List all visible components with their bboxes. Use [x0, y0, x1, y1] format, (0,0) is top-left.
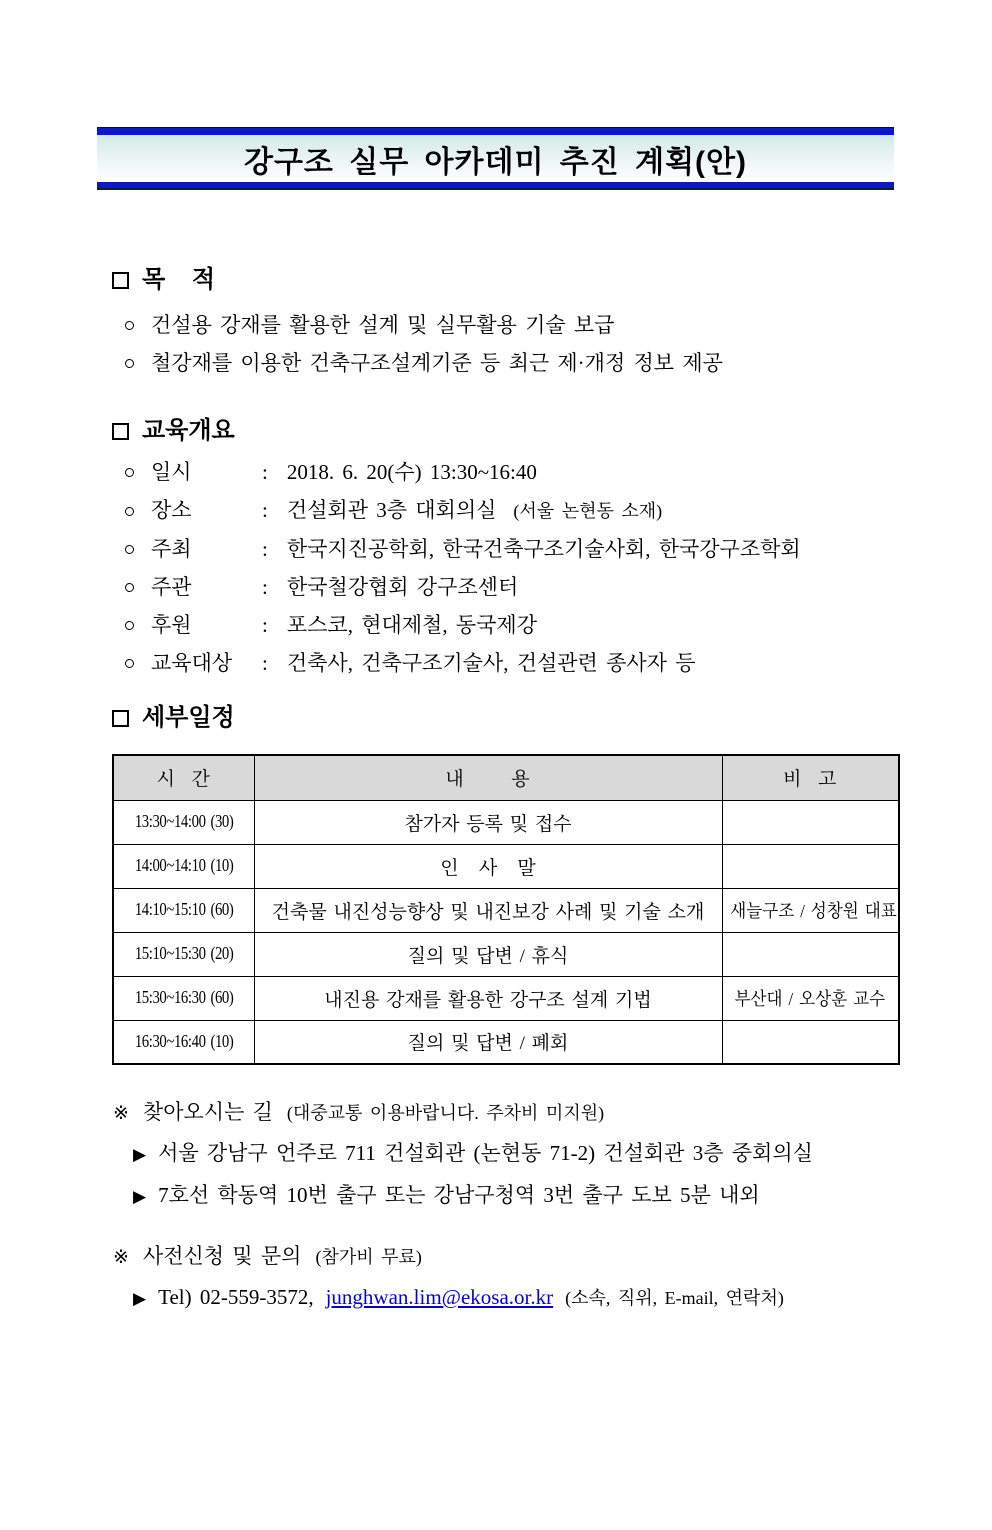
square-bullet-icon — [112, 272, 129, 289]
table-row — [113, 976, 899, 1020]
overview-item-label: 장소 — [151, 498, 192, 522]
triangle-bullet-icon: ▶ — [133, 1289, 147, 1309]
email-note: (소속, 직위, E-mail, 연락처) — [565, 1288, 784, 1308]
list-item — [125, 350, 992, 377]
directions-item-text: 서울 강남구 언주로 711 건설회관 (논현동 71-2) 건설회관 3층 중회의실 — [158, 1141, 813, 1165]
cell-time: 15:10~15:30 (20) — [113, 932, 254, 976]
schedule-heading — [112, 704, 992, 732]
cell-time: 14:10~15:10 (60) — [113, 888, 254, 932]
table-header-row — [113, 755, 899, 800]
column-header-content: 내 용 — [254, 755, 722, 800]
list-item — [125, 650, 992, 677]
cell-note — [722, 932, 899, 976]
banner-top-bar — [97, 127, 894, 135]
table-row — [113, 888, 899, 932]
email-link[interactable]: junghwan.lim@ekosa.or.kr — [325, 1285, 554, 1309]
schedule-heading-label: 세부일정 — [142, 704, 235, 731]
cell-time: 14:00~14:10 (10) — [113, 844, 254, 888]
list-item — [125, 612, 992, 639]
cell-content: 내진용 강재를 활용한 강구조 설계 기법 — [254, 976, 722, 1020]
purpose-item-text: 건설용 강재를 활용한 설계 및 실무활용 기술 보급 — [151, 313, 615, 337]
overview-item-label: 후원 — [151, 613, 192, 637]
banner-body — [97, 135, 894, 182]
circle-bullet-icon — [125, 321, 134, 330]
list-item — [125, 312, 992, 339]
purpose-heading — [112, 266, 992, 294]
purpose-item-text: 철강재를 이용한 건축구조설계기준 등 최근 제·개정 정보 제공 — [151, 351, 723, 375]
column-header-note: 비 고 — [722, 755, 899, 800]
cell-content: 참가자 등록 및 접수 — [254, 800, 722, 844]
overview-item-value: 포스코, 현대제철, 동국제강 — [286, 613, 537, 637]
circle-bullet-icon — [125, 583, 134, 592]
cell-note: 부산대 / 오상훈 교수 — [722, 976, 899, 1020]
overview-heading — [112, 417, 992, 445]
overview-item-note: (서울 논현동 소재) — [513, 501, 663, 521]
contact-line — [133, 1284, 992, 1313]
overview-item-label: 주최 — [151, 537, 192, 561]
application-heading — [113, 1243, 992, 1271]
list-item — [125, 497, 992, 525]
document-page — [0, 127, 992, 1530]
schedule-table — [112, 754, 900, 1065]
directions-item-text: 7호선 학동역 10번 출구 또는 강남구청역 3번 출구 도보 5분 내외 — [158, 1183, 760, 1207]
list-item — [125, 536, 992, 563]
label-colon: : — [262, 460, 268, 484]
directions-heading — [113, 1099, 992, 1127]
triangle-bullet-icon: ▶ — [133, 1187, 147, 1207]
overview-heading-label: 교육개요 — [142, 417, 235, 444]
table-row — [113, 932, 899, 976]
cell-content: 인 사 말 — [254, 844, 722, 888]
cell-note — [722, 800, 899, 844]
label-colon: : — [262, 537, 268, 561]
directions-title-note: (대중교통 이용바랍니다. 주차비 미지원) — [286, 1103, 605, 1123]
cell-time: 15:30~16:30 (60) — [113, 976, 254, 1020]
tel-label: Tel) 02-559-3572, — [158, 1285, 314, 1309]
purpose-heading-label: 목 적 — [142, 266, 216, 293]
overview-item-label: 주관 — [151, 575, 192, 599]
label-colon: : — [262, 498, 268, 522]
cell-time: 13:30~14:00 (30) — [113, 800, 254, 844]
overview-item-value: 건설회관 3층 대회의실 — [286, 498, 497, 522]
overview-item-label: 교육대상 — [151, 651, 233, 675]
circle-bullet-icon — [125, 659, 134, 668]
cell-content: 질의 및 답변 / 폐회 — [254, 1020, 722, 1064]
cell-content: 질의 및 답변 / 휴식 — [254, 932, 722, 976]
triangle-bullet-icon: ▶ — [133, 1145, 147, 1165]
overview-item-value: 한국지진공학회, 한국건축구조기술사회, 한국강구조학회 — [286, 537, 801, 561]
reference-mark-icon: ※ — [113, 1246, 129, 1268]
list-item — [125, 574, 992, 601]
cell-time: 16:30~16:40 (10) — [113, 1020, 254, 1064]
table-row — [113, 800, 899, 844]
square-bullet-icon — [112, 423, 129, 440]
overview-item-label: 일시 — [151, 460, 192, 484]
circle-bullet-icon — [125, 507, 134, 516]
label-colon: : — [262, 613, 268, 637]
cell-note — [722, 1020, 899, 1064]
cell-content: 건축물 내진성능향상 및 내진보강 사례 및 기술 소개 — [254, 888, 722, 932]
cell-note: 새늘구조 / 성창원 대표 — [722, 888, 899, 932]
title-banner — [97, 127, 894, 190]
application-title-note: (참가비 무료) — [315, 1247, 422, 1267]
cell-note — [722, 844, 899, 888]
list-item — [125, 459, 992, 486]
circle-bullet-icon — [125, 545, 134, 554]
table-row — [113, 844, 899, 888]
overview-item-value: 2018. 6. 20(수) 13:30~16:40 — [286, 460, 537, 484]
circle-bullet-icon — [125, 359, 134, 368]
banner-bottom-bar — [97, 182, 894, 190]
circle-bullet-icon — [125, 468, 134, 477]
column-header-time: 시 간 — [113, 755, 254, 800]
overview-list — [125, 459, 992, 677]
directions-title: 찾아오시는 길 — [142, 1100, 273, 1124]
application-title: 사전신청 및 문의 — [142, 1244, 302, 1268]
overview-item-value: 건축사, 건축구조기술사, 건설관련 종사자 등 — [286, 651, 696, 675]
directions-item — [133, 1140, 992, 1169]
overview-item-value: 한국철강협회 강구조센터 — [286, 575, 519, 599]
label-colon: : — [262, 575, 268, 599]
directions-item — [133, 1182, 992, 1211]
page-title: 강구조 실무 아카데미 추진 계획(안) — [243, 145, 748, 179]
label-colon: : — [262, 651, 268, 675]
purpose-list — [125, 312, 992, 377]
square-bullet-icon — [112, 710, 129, 727]
circle-bullet-icon — [125, 621, 134, 630]
reference-mark-icon: ※ — [113, 1102, 129, 1124]
table-row — [113, 1020, 899, 1064]
